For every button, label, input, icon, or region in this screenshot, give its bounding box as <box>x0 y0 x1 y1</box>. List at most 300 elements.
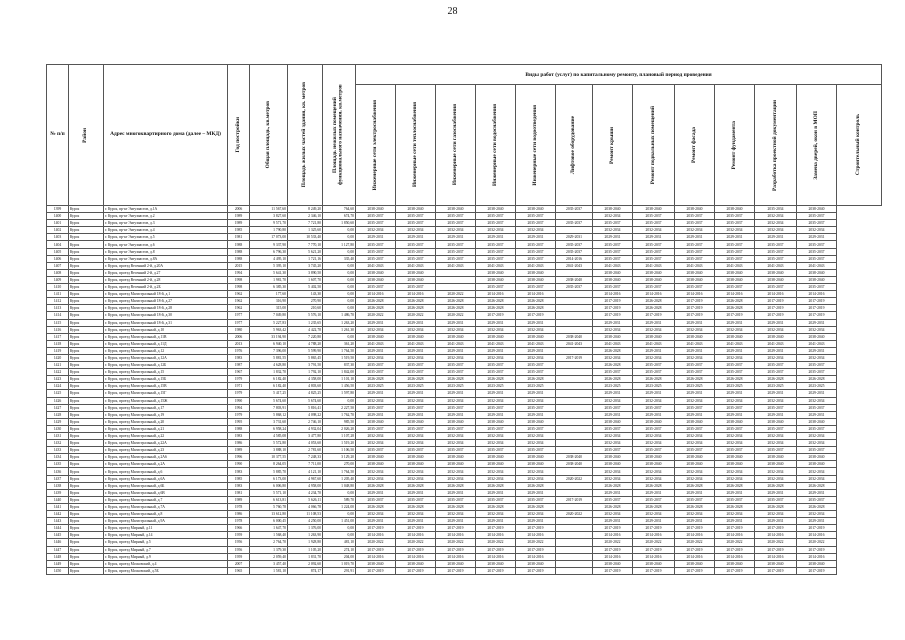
table-cell: 2038-2040 <box>356 461 396 468</box>
table-cell: 2014-2016 <box>715 532 755 539</box>
table-cell: 2035-2037 <box>715 220 755 227</box>
table-cell: 2029-2031 <box>633 489 675 496</box>
table-cell: 2035-2037 <box>436 369 476 376</box>
table-cell: 2020-2022 <box>436 312 476 319</box>
table-cell: 2035-2037 <box>797 241 837 248</box>
table-cell: 2032-2034 <box>715 511 755 518</box>
table-cell: 2032-2034 <box>476 511 516 518</box>
table-cell: 2038-2040 <box>755 333 797 340</box>
table-cell: 0,00 <box>323 532 356 539</box>
table-cell: 2035-2037 <box>633 213 675 220</box>
table-cell: 2017-2019 <box>797 312 837 319</box>
table-cell: 2017-2019 <box>755 525 797 532</box>
table-cell: 2020-2022 <box>797 539 837 546</box>
table-cell: 674,70 <box>323 213 356 220</box>
table-cell: 2041-2043 <box>675 340 715 347</box>
table-row <box>47 369 882 376</box>
table-row <box>47 248 882 255</box>
table-cell: 2029-2031 <box>715 347 755 354</box>
table-cell: 2020-2022 <box>356 312 396 319</box>
table-cell: 2038-2040 <box>797 276 837 283</box>
table-cell: 2020-2022 <box>715 539 755 546</box>
table-cell: 2032-2034 <box>436 397 476 404</box>
table-cell: Курск <box>69 546 104 553</box>
table-cell: 2014-2016 <box>356 532 396 539</box>
table-cell: Курск <box>69 376 104 383</box>
table-cell: 10 533,40 <box>288 234 323 241</box>
table-cell: 2038-2040 <box>516 560 556 567</box>
table-cell: 2032-2034 <box>356 354 396 361</box>
table-cell: 2038-2040 <box>476 206 516 213</box>
table-cell: 2029-2031 <box>755 390 797 397</box>
table-cell: 1995 <box>228 418 250 425</box>
table-cell: 1 762,70 <box>323 411 356 418</box>
table-cell: Курск <box>69 425 104 432</box>
table-cell: 2014-2016 <box>396 291 436 298</box>
table-row <box>47 518 882 525</box>
table-cell: 2017-2019 <box>633 567 675 574</box>
table-cell: 2032-2034 <box>396 475 436 482</box>
table-cell: 2038-2040 <box>755 461 797 468</box>
table-cell: 2026-2028 <box>476 376 516 383</box>
table-cell: г. Курск, пр-кт Энтузиастов, д.2 <box>104 213 228 220</box>
table-cell: Курск <box>69 284 104 291</box>
table-cell: 2038-2040 <box>633 206 675 213</box>
table-cell: 2032-2034 <box>396 397 436 404</box>
table-cell: 2029-2031 <box>516 234 556 241</box>
table-row <box>47 312 882 319</box>
table-cell <box>436 269 476 276</box>
table-cell: 2026-2028 <box>396 298 436 305</box>
table-cell: 5 641,30 <box>250 269 288 276</box>
table-cell: 177,60 <box>250 291 288 298</box>
table-cell: 2035-2037 <box>476 220 516 227</box>
table-cell: 2035-2037 <box>675 284 715 291</box>
table-cell: 4 788,20 <box>288 340 323 347</box>
table-cell: 2032-2034 <box>675 326 715 333</box>
table-cell: 2017-2019 <box>675 525 715 532</box>
table-cell: 2032-2034 <box>715 468 755 475</box>
table-cell: 2029-2031 <box>715 518 755 525</box>
table-cell: 2032-2034 <box>755 227 797 234</box>
table-cell: 0,00 <box>323 291 356 298</box>
table-cell: 2014-2016 <box>556 255 593 262</box>
table-cell: 9 337,90 <box>250 241 288 248</box>
table-cell: 2035-2037 <box>633 255 675 262</box>
table-cell: Курск <box>69 518 104 525</box>
table-cell: 2026-2028 <box>593 347 633 354</box>
table-cell: г. Курск, проезд Магистральный, д.6В <box>104 489 228 496</box>
col-header-heating: Инженерные сети теплоснабжения <box>396 85 436 206</box>
table-cell: 7 721,80 <box>288 220 323 227</box>
table-cell: 2032-2034 <box>755 511 797 518</box>
table-cell: г. Курск, проезд Московский, д.4 <box>104 560 228 567</box>
table-row <box>47 319 882 326</box>
table-cell: 2026-2028 <box>396 503 436 510</box>
table-cell: 1401 <box>47 220 69 227</box>
table-cell: 2029-2031 <box>633 319 675 326</box>
table-cell: 2032-2034 <box>675 433 715 440</box>
table-row <box>47 262 882 269</box>
table-cell: 2017-2019 <box>593 305 633 312</box>
table-cell: 1996 <box>228 454 250 461</box>
table-cell: г. Курск, проезд Мирный, д.14 <box>104 532 228 539</box>
table-cell: 2038-2040 <box>715 269 755 276</box>
table-cell: 2020-2022 <box>556 511 593 518</box>
table-cell: г. Курск, проезд Магистральный, д.7А <box>104 503 228 510</box>
table-cell: 1 790,80 <box>250 227 288 234</box>
table-cell: 2038-2040 <box>675 333 715 340</box>
table-cell: Курск <box>69 326 104 333</box>
table-cell: 2035-2037 <box>633 248 675 255</box>
table-cell: 2017-2019 <box>755 312 797 319</box>
table-cell: 1989 <box>228 220 250 227</box>
table-cell: 1445 <box>47 532 69 539</box>
table-cell: 2026-2028 <box>715 298 755 305</box>
table-cell: 2017-2019 <box>797 525 837 532</box>
table-cell: 2035-2037 <box>556 220 593 227</box>
table-row <box>47 404 882 411</box>
table-cell: 2032-2034 <box>436 440 476 447</box>
table-cell: 2026-2028 <box>755 376 797 383</box>
table-cell: Курск <box>69 411 104 418</box>
table-cell: 2032-2034 <box>516 227 556 234</box>
table-cell: 2032-2034 <box>755 468 797 475</box>
table-cell: г. Курск, проезд Магистральный, д.15 <box>104 369 228 376</box>
table-cell: 2038-2040 <box>797 269 837 276</box>
table-cell: Курск <box>69 475 104 482</box>
table-cell: 2035-2037 <box>396 248 436 255</box>
table-cell: 2041-2043 <box>633 262 675 269</box>
table-cell: 2035-2037 <box>436 447 476 454</box>
table-cell: г. Курск, проезд Магистральный, д.12 <box>104 347 228 354</box>
col-header-electric: Инженерные сети электроснабжения <box>356 85 396 206</box>
table-body <box>47 206 882 575</box>
table-cell: 2029-2031 <box>476 347 516 354</box>
table-cell: 361,20 <box>323 340 356 347</box>
table-cell <box>556 397 593 404</box>
table-cell: 2035-2037 <box>476 447 516 454</box>
table-cell: 2032-2034 <box>633 227 675 234</box>
table-cell: 2038-2040 <box>797 418 837 425</box>
table-cell: 2032-2034 <box>476 468 516 475</box>
table-row <box>47 411 882 418</box>
table-cell: 2035-2037 <box>396 255 436 262</box>
table-cell: 1442 <box>47 511 69 518</box>
table-cell: 2032-2034 <box>755 326 797 333</box>
table-cell: 2035-2037 <box>516 425 556 432</box>
table-cell: 1438 <box>47 482 69 489</box>
table-cell: 1 581,10 <box>250 567 288 574</box>
table-cell: 11 567,60 <box>250 206 288 213</box>
table-cell: 2026-2028 <box>633 305 675 312</box>
table-cell: 2035-2037 <box>436 496 476 503</box>
table-row <box>47 276 882 283</box>
table-cell: 2029-2031 <box>516 518 556 525</box>
table-cell: 2038-2040 <box>797 560 837 567</box>
table-cell: 1965 <box>228 567 250 574</box>
table-cell: 1967 <box>228 369 250 376</box>
table-cell: 2035-2037 <box>476 213 516 220</box>
table-cell: 0,00 <box>323 333 356 340</box>
table-cell: 1978 <box>228 503 250 510</box>
table-cell: 1 981,70 <box>250 276 288 283</box>
table-cell: 4 803,60 <box>288 383 323 390</box>
table-cell <box>556 369 593 376</box>
table-cell: 2032-2034 <box>797 433 837 440</box>
table-cell: 1966 <box>228 525 250 532</box>
table-cell: 2029-2031 <box>675 319 715 326</box>
table-cell: 2038-2040 <box>755 276 797 283</box>
table-cell: 1420 <box>47 354 69 361</box>
table-cell: 0,00 <box>323 525 356 532</box>
table-cell: 2029-2031 <box>436 518 476 525</box>
table-cell: 2035-2037 <box>797 404 837 411</box>
table-cell: 2017-2019 <box>675 305 715 312</box>
table-cell: 2026-2028 <box>436 305 476 312</box>
table-cell: 1990 <box>228 397 250 404</box>
table-cell: 2035-2037 <box>715 255 755 262</box>
table-cell: 2038-2040 <box>633 560 675 567</box>
table-cell: г. Курск, проезд Магистральный 18-й, д.27 <box>104 298 228 305</box>
table-cell <box>556 269 593 276</box>
table-cell: 2038-2040 <box>593 454 633 461</box>
table-cell: 2017-2019 <box>715 567 755 574</box>
table-cell: Курск <box>69 461 104 468</box>
table-cell: 1 764,50 <box>323 468 356 475</box>
table-cell: 2038-2040 <box>356 206 396 213</box>
table-cell: г. Курск, проезд Магистральный, д.21 <box>104 425 228 432</box>
table-cell: 2020-2022 <box>476 539 516 546</box>
table-cell: 2035-2037 <box>797 362 837 369</box>
table-cell: 2014-2016 <box>516 532 556 539</box>
table-cell: 4 234,70 <box>288 489 323 496</box>
table-cell: 2038-2040 <box>593 461 633 468</box>
table-cell: 2038-2040 <box>715 560 755 567</box>
table-cell: 7 770,10 <box>288 241 323 248</box>
table-cell: 2035-2037 <box>715 404 755 411</box>
table-cell: 2026-2028 <box>755 482 797 489</box>
table-row <box>47 454 882 461</box>
table-cell: 5 621,20 <box>288 248 323 255</box>
table-cell: 2035-2037 <box>396 447 436 454</box>
table-cell: 2026-2028 <box>675 482 715 489</box>
table-cell: 1 568,40 <box>250 532 288 539</box>
table-row <box>47 220 882 227</box>
table-cell: 2032-2034 <box>797 227 837 234</box>
table-cell: 2038-2040 <box>593 276 633 283</box>
table-cell: 11 108,53 <box>288 511 323 518</box>
table-cell: 1 597,80 <box>323 390 356 397</box>
table-cell: 2026-2028 <box>715 482 755 489</box>
table-cell: 2017-2019 <box>797 546 837 553</box>
table-cell: 2029-2031 <box>476 518 516 525</box>
table-cell: Курск <box>69 276 104 283</box>
table-cell: 2035-2037 <box>476 248 516 255</box>
table-cell: 2032-2034 <box>396 433 436 440</box>
table-cell: 2029-2031 <box>593 489 633 496</box>
table-cell: 2035-2037 <box>675 496 715 503</box>
table-cell: 2032-2034 <box>436 511 476 518</box>
table-cell: 2035-2037 <box>516 255 556 262</box>
table-cell: 2035-2037 <box>556 284 593 291</box>
table-cell: 2032-2034 <box>675 227 715 234</box>
table-cell: 2014-2016 <box>593 532 633 539</box>
table-cell: 1443 <box>47 518 69 525</box>
table-cell: 2038-2040 <box>633 418 675 425</box>
table-cell: 2032-2034 <box>516 326 556 333</box>
col-header-year: Год постройки <box>228 65 250 206</box>
table-cell: 2038-2040 <box>476 454 516 461</box>
table-cell: 2035-2037 <box>476 241 516 248</box>
table-cell: г. Курск, проезд Магистральный, д.9А <box>104 518 228 525</box>
table-cell: 2038-2040 <box>476 269 516 276</box>
table-cell: 1439 <box>47 489 69 496</box>
table-cell: 1986 <box>228 511 250 518</box>
table-cell: 2041-2043 <box>593 262 633 269</box>
table-cell: 2032-2034 <box>675 397 715 404</box>
table-row <box>47 461 882 468</box>
table-cell: 1414 <box>47 312 69 319</box>
table-cell: 2032-2034 <box>633 326 675 333</box>
table-cell: 2014-2016 <box>436 532 476 539</box>
table-cell: 4 422,78 <box>288 326 323 333</box>
table-cell: 2038-2040 <box>715 276 755 283</box>
table-cell: 5 626,11 <box>288 496 323 503</box>
table-cell: 2017-2019 <box>396 567 436 574</box>
table-cell: 2032-2034 <box>633 511 675 518</box>
table-cell: г. Курск, проезд Магистральный, д.6А <box>104 475 228 482</box>
table-cell: 2017-2019 <box>396 525 436 532</box>
table-cell: г. Курск, проезд Магистральный, д.12А <box>104 354 228 361</box>
table-row <box>47 468 882 475</box>
table-cell: 1962 <box>228 298 250 305</box>
table-cell: 5 963,42 <box>250 326 288 333</box>
table-cell: 4 628,80 <box>250 362 288 369</box>
table-cell: 2035-2037 <box>675 447 715 454</box>
table-cell: Курск <box>69 269 104 276</box>
table-cell: 4 825,25 <box>288 390 323 397</box>
table-cell: г. Курск, проезд Магистральный 18-й, д.31 <box>104 319 228 326</box>
table-cell: 2029-2031 <box>476 411 516 418</box>
table-cell: 2035-2037 <box>675 362 715 369</box>
table-cell: 2020-2022 <box>436 539 476 546</box>
table-cell: Курск <box>69 418 104 425</box>
table-cell: 2038-2040 <box>593 206 633 213</box>
table-cell: 2038-2040 <box>797 206 837 213</box>
table-cell: 0,00 <box>323 269 356 276</box>
table-cell: 2032-2034 <box>356 511 396 518</box>
table-cell: 2029-2031 <box>436 234 476 241</box>
table-cell: 2038-2040 <box>593 269 633 276</box>
table-cell: 2020-2022 <box>516 539 556 546</box>
table-cell: 1410 <box>47 284 69 291</box>
table-cell: г. Курск, проезд Магистральный, д.17 <box>104 404 228 411</box>
table-cell: г. Курск, проезд Магистральный, д.8 <box>104 511 228 518</box>
col-header-construction-control: Строительный контроль <box>837 85 882 206</box>
table-cell <box>556 376 593 383</box>
table-cell: 2032-2034 <box>593 227 633 234</box>
table-cell: г. Курск, проезд Магистральный, д.2А <box>104 461 228 468</box>
table-cell: 2038-2040 <box>356 454 396 461</box>
table-cell: 2029-2031 <box>755 234 797 241</box>
table-cell: 274,10 <box>323 546 356 553</box>
table-cell: 2013 <box>228 340 250 347</box>
table-cell: 2029-2031 <box>396 411 436 418</box>
table-cell: 1 101,10 <box>323 376 356 383</box>
table-cell: 2038-2040 <box>593 418 633 425</box>
table-cell: 2038-2040 <box>516 269 556 276</box>
table-cell: 2035-2037 <box>356 255 396 262</box>
table-row <box>47 560 882 567</box>
table-cell: 2029-2031 <box>633 518 675 525</box>
table-row <box>47 326 882 333</box>
table-cell: 1983 <box>228 433 250 440</box>
table-cell: 2041-2043 <box>556 340 593 347</box>
table-cell: 1444 <box>47 525 69 532</box>
table-cell: 2035-2037 <box>396 404 436 411</box>
table-cell: 2026-2028 <box>476 503 516 510</box>
table-cell: 2026-2028 <box>593 362 633 369</box>
table-cell: 2035-2037 <box>755 447 797 454</box>
table-cell: 2029-2031 <box>356 518 396 525</box>
table-cell: 2038-2040 <box>593 560 633 567</box>
table-cell: 6 173,00 <box>250 475 288 482</box>
table-cell <box>556 468 593 475</box>
table-cell: 1419 <box>47 347 69 354</box>
table-cell: 2038-2040 <box>396 418 436 425</box>
table-cell: 3 791,50 <box>288 362 323 369</box>
table-cell: 3 890,50 <box>288 269 323 276</box>
table-cell: 2038-2040 <box>556 454 593 461</box>
table-cell: 2014-2016 <box>675 291 715 298</box>
table-cell: 2032-2034 <box>516 475 556 482</box>
table-cell: 1449 <box>47 560 69 567</box>
table-cell: Курск <box>69 291 104 298</box>
table-cell: 2035-2037 <box>516 404 556 411</box>
table-cell: 2035-2037 <box>356 404 396 411</box>
table-cell: 3 129,20 <box>323 454 356 461</box>
table-cell: 2038-2040 <box>516 461 556 468</box>
table-cell <box>556 411 593 418</box>
table-cell: 4 932,04 <box>288 425 323 432</box>
table-cell: 204,00 <box>323 553 356 560</box>
table-cell: г. Курск, проезд Магистральный 18-й, д.30 <box>104 312 228 319</box>
table-cell: 2032-2034 <box>797 440 837 447</box>
table-cell: 2041-2043 <box>755 340 797 347</box>
table-cell: 1421 <box>47 362 69 369</box>
table-cell: 2017-2019 <box>556 496 593 503</box>
table-cell: 2041-2043 <box>556 262 593 269</box>
table-cell: 3 888,10 <box>250 447 288 454</box>
table-cell: 2032-2034 <box>476 354 516 361</box>
table-cell: 2038-2040 <box>356 276 396 283</box>
table-cell: 2041-2043 <box>797 340 837 347</box>
table-cell: 2026-2028 <box>356 503 396 510</box>
table-cell: 2035-2037 <box>476 425 516 432</box>
table-cell: 2038-2040 <box>797 333 837 340</box>
table-cell: 2035-2037 <box>797 220 837 227</box>
table-cell: 1 647,70 <box>250 525 288 532</box>
table-cell: 2035-2037 <box>436 362 476 369</box>
table-cell: Курск <box>69 567 104 574</box>
table-cell: 2017-2019 <box>476 567 516 574</box>
table-cell: 2038-2040 <box>675 461 715 468</box>
table-cell: 2017-2019 <box>675 312 715 319</box>
table-cell: 2026-2028 <box>593 503 633 510</box>
table-cell: 2014-2016 <box>356 553 396 560</box>
table-cell: 2032-2034 <box>675 468 715 475</box>
